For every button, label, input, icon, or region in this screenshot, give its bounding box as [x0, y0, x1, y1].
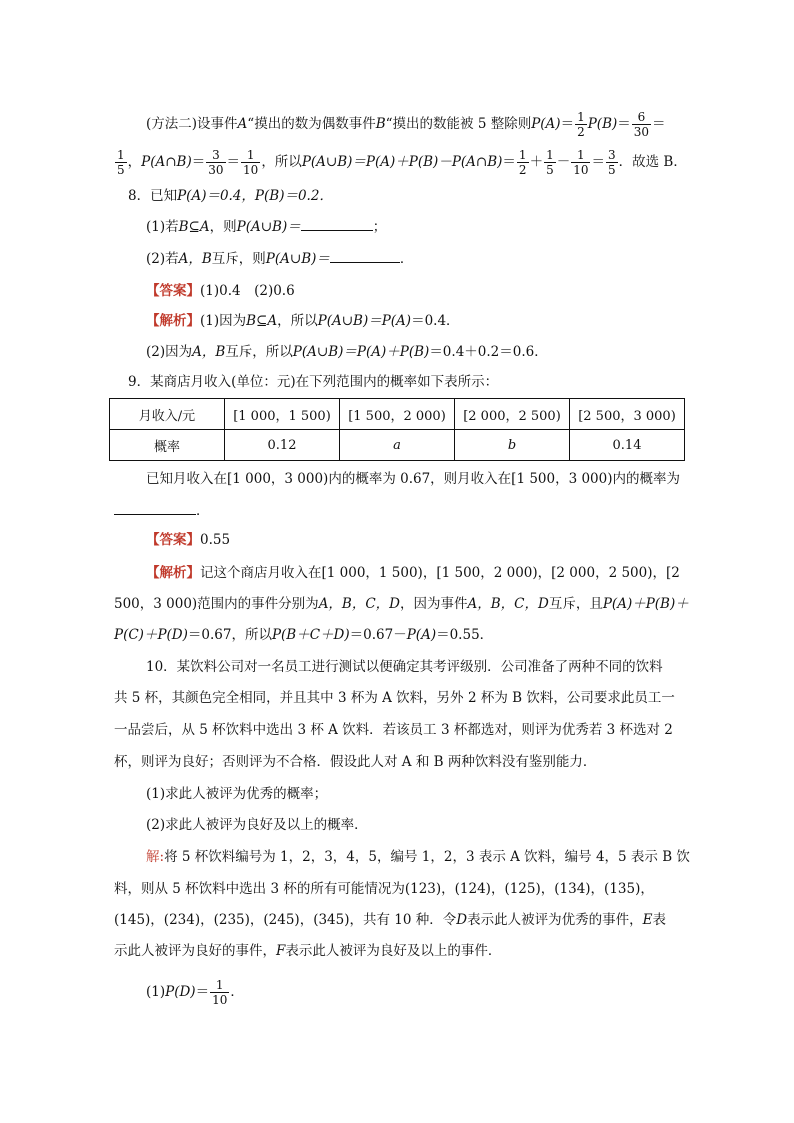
q10-solution-1: 解:将 5 杯饮料编号为 1，2，3，4，5，编号 1，2，3 表示 A 饮料，编号 4，5 表示 B 饮 — [146, 849, 690, 865]
q10-solution-4: 示此人被评为良好的事件，F表示此人被评为良好及以上的事件． — [114, 943, 502, 959]
table-cell: b — [455, 430, 570, 461]
q9-condition: 已知月收入在[1 000，3 000)内的概率为 0.67，则月收入在[1 500，3 000)内的概率为 — [146, 471, 681, 487]
fraction: $\frac{1}{10}$ — [212, 978, 228, 1007]
analysis-tag: 【解析】 — [146, 565, 200, 581]
q10-line3: 一品尝后，从 5 杯饮料中选出 3 杯 A 饮料．若该员工 3 杯都选对，则评为优秀若 3 杯选对 2 — [114, 722, 673, 738]
solution-tag: 解: — [146, 849, 165, 865]
table-cell: a — [340, 430, 455, 461]
q10-solution-2: 料，则从 5 杯饮料中选出 3 杯的所有可能情况为(123)，(124)，(125)，(134)，(135)， — [114, 881, 654, 897]
q9-answer: 【答案】0.55 — [146, 532, 231, 548]
q8-answer: 【答案】(1)0.4 (2)0.6 — [146, 283, 295, 299]
answer-tag: 【答案】 — [146, 532, 200, 548]
income-probability-table — [109, 398, 685, 461]
q8-analysis-2: (2)因为A，B互斥，所以P(A∪B)＝P(A)＋P(B)＝0.4＋0.2＝0.6． — [146, 344, 548, 360]
fraction: $\frac{1}{5}$ — [117, 148, 125, 177]
q10-solution-3: (145)，(234)，(235)，(245)，(345)，共有 10 种．令D表示此人被评为优秀的事件，E表 — [114, 912, 666, 928]
answer-tag: 【答案】 — [146, 283, 200, 299]
table-cell: [2 500，3 000) — [570, 399, 685, 430]
q10-part2: (2)求此人被评为良好及以上的概率． — [146, 817, 368, 833]
q10-line2: 共 5 杯，其颜色完全相同，并且其中 3 杯为 A 饮料，另外 2 杯为 B 饮料，公司要求此员工一 — [114, 690, 675, 706]
q8-analysis-1: 【解析】(1)因为B⊆A，所以P(A∪B)＝P(A)＝0.4． — [146, 313, 460, 329]
q10-line4: 杯，则评为良好；否则评为不合格．假设此人对 A 和 B 两种饮料没有鉴别能力． — [114, 754, 597, 770]
q9-analysis-3: P(C)＋P(D)＝0.67，所以P(B＋C＋D)＝0.67－P(A)＝0.55． — [114, 627, 494, 643]
q10-result-1: (1)P(D)＝ $\frac{1}{10}$ ． — [146, 978, 244, 1007]
method2-line1: (方法二)设事件A“摸出的数为偶数事件B“摸出的数能被 5 整除则P(A)＝ $\frac{1}{2}$ P(B)＝ $\frac{6}{30}$ ＝ — [146, 110, 666, 139]
fraction: $\frac{3}{5}$ — [607, 148, 616, 177]
answer-blank[interactable] — [330, 248, 400, 263]
fraction: $\frac{1}{2}$ — [577, 110, 585, 139]
q8-stem: 8．已知P(A)＝0.4，P(B)＝0.2． — [128, 188, 333, 204]
table-cell: 0.14 — [570, 430, 685, 461]
fraction: $\frac{1}{5}$ — [546, 148, 554, 177]
table-cell: 概率 — [110, 430, 225, 461]
answer-blank[interactable] — [114, 500, 196, 515]
analysis-tag: 【解析】 — [146, 313, 200, 329]
fraction: $\frac{1}{10}$ — [243, 148, 259, 177]
table-cell: [1 500，2 000) — [340, 399, 455, 430]
q9-blank-line: ． — [114, 500, 210, 521]
fraction: $\frac{3}{30}$ — [208, 148, 224, 177]
table-cell: [2 000，2 500) — [455, 399, 570, 430]
table-row — [110, 399, 685, 430]
answer-blank[interactable] — [301, 216, 373, 231]
q8-part2: (2)若A，B互斥，则P(A∪B)＝ ． — [146, 248, 413, 269]
method2-line2: $\frac{1}{5}$ ，P(A∩B)＝ $\frac{3}{30}$ ＝ $\frac{1}{10}$ ，所以P(A∪B)＝P(A)＋P(B)－P(A∩B)＝ $\frac{1}{2}$ ＋ $\frac{1}{5}$ － $\frac{1}{10}$ ＝ $\frac{3}{5}$ ．故选 B． — [117, 148, 687, 177]
q8-part1: (1)若B⊆A，则P(A∪B)＝ ； — [146, 216, 386, 237]
q9-analysis-2: 500，3 000)范围内的事件分别为A，B，C，D，因为事件A，B，C，D互斥，且P(A)＋P(B)＋ — [114, 596, 689, 612]
table-cell: 月收入/元 — [110, 399, 225, 430]
q10-line1: 10．某饮料公司对一名员工进行测试以便确定其考评级别．公司准备了两种不同的饮料 — [146, 659, 663, 675]
table-cell: 0.12 — [225, 430, 340, 461]
fraction: $\frac{1}{10}$ — [573, 148, 589, 177]
q10-part1: (1)求此人被评为优秀的概率； — [146, 786, 328, 802]
fraction: $\frac{1}{2}$ — [518, 148, 527, 177]
q9-analysis-1: 【解析】记这个商店月收入在[1 000，1 500)，[1 500，2 000)，[2 000，2 500)，[2 — [146, 565, 680, 581]
fraction: $\frac{6}{30}$ — [633, 110, 650, 139]
table-row — [110, 430, 685, 461]
q9-stem: 9．某商店月收入(单位：元)在下列范围内的概率如下表所示： — [128, 374, 499, 390]
table-cell: [1 000，1 500) — [225, 399, 340, 430]
